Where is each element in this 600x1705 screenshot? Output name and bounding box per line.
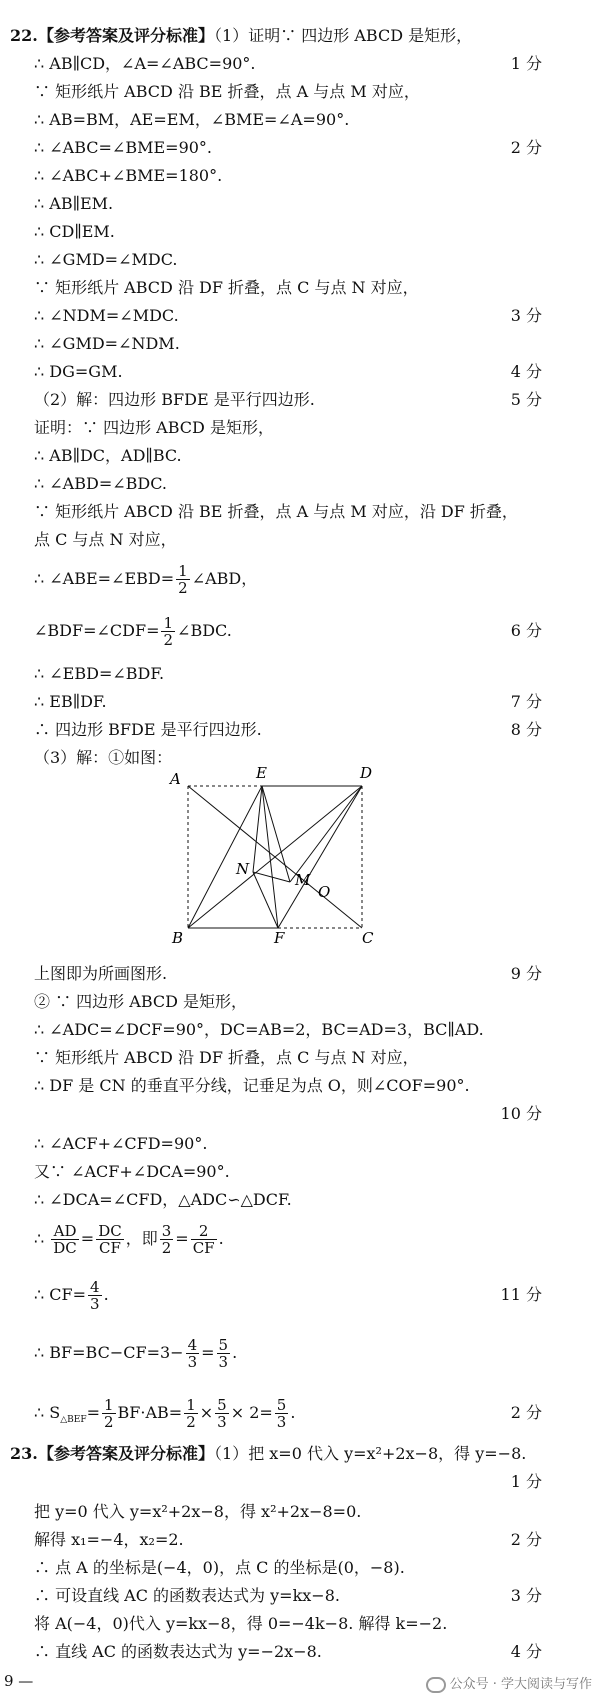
solution-line: ∴ ∠ADC=∠DCF=90°，DC=AB=2，BC=AD=3，BC∥AD. bbox=[34, 1020, 484, 1039]
solution-line: ∠BDF=∠CDF= $\frac{1}{2}$ ∠BDC. 6 分 bbox=[0, 608, 600, 654]
q22-line-1: （1）证明∵ 四边形 ABCD 是矩形， bbox=[214, 26, 473, 45]
solution-line: ∴ AB=BM，AE=EM，∠BME=∠A=90°. bbox=[34, 110, 350, 129]
solution-line: ∵ 矩形纸片 ABCD 沿 BE 折叠，点 A 与点 M 对应， bbox=[34, 82, 420, 101]
solution-line: ∴ 直线 AC 的函数表达式为 y=−2x−8. 4 分 bbox=[0, 1638, 600, 1666]
solution-line: ∴ EB∥DF. 7 分 bbox=[0, 688, 600, 716]
fraction: $\frac{1}{2}$ bbox=[178, 561, 188, 597]
segment-fd bbox=[278, 786, 362, 928]
score: 3 分 bbox=[510, 306, 542, 325]
label-A: A bbox=[170, 770, 181, 788]
solution-line: ∴ ∠GMD=∠MDC. bbox=[34, 250, 178, 269]
fraction: $\frac{3}{2}$ bbox=[161, 1221, 172, 1257]
solution-line: ∴ ∠EBD=∠BDF. bbox=[34, 664, 165, 683]
fraction: $\frac{1}{2}$ bbox=[104, 1395, 114, 1431]
answer-tag: 【参考答案及评分标准】 bbox=[38, 1444, 215, 1463]
solution-line: ∴ ∠GMD=∠NDM. bbox=[34, 334, 180, 353]
fraction: $\frac{4}{3}$ bbox=[187, 1335, 198, 1371]
solution-line: 又∵ ∠ACF+∠DCA=90°. bbox=[34, 1162, 230, 1181]
segment-em bbox=[262, 786, 290, 882]
wechat-icon bbox=[426, 1677, 446, 1693]
solution-line: ∴ 可设直线 AC 的函数表达式为 y=kx−8. 3 分 bbox=[0, 1582, 600, 1610]
score: 1 分 bbox=[510, 1472, 542, 1491]
label-O: O bbox=[318, 883, 331, 901]
solution-line: ∵ 矩形纸片 ABCD 沿 DF 折叠，点 C 与点 N 对应， bbox=[34, 1048, 419, 1067]
solution-line: 证明：∵ 四边形 ABCD 是矩形， bbox=[34, 418, 274, 437]
label-F: F bbox=[274, 929, 285, 945]
fraction: $\frac{AD}{DC}$ bbox=[53, 1221, 77, 1257]
solution-line: ∴ ∠ABD=∠BDC. bbox=[34, 474, 167, 493]
fraction: $\frac{1}{2}$ bbox=[186, 1395, 196, 1431]
question-number: 23. bbox=[10, 1444, 38, 1463]
solution-line: ∴ DG=GM. 4 分 bbox=[0, 358, 600, 386]
solution-line: ∴ ∠ACF+∠CFD=90°. bbox=[34, 1134, 208, 1153]
solution-line: ∵ 矩形纸片 ABCD 沿 DF 折叠，点 C 与点 N 对应， bbox=[34, 278, 419, 297]
score: 11 分 bbox=[500, 1285, 542, 1304]
page-footer bbox=[0, 1672, 600, 1698]
watermark: 公众号 · 学大阅读与写作 bbox=[426, 1673, 592, 1693]
solution-line: ∴ BF=BC−CF=3− $\frac{4}{3}$ = $\frac{5}{3}$ . bbox=[34, 1335, 238, 1371]
label-N: N bbox=[236, 860, 250, 878]
score: 9 分 bbox=[510, 964, 542, 983]
solution-line: ② ∵ 四边形 ABCD 是矩形， bbox=[34, 992, 248, 1011]
segment-en bbox=[253, 786, 262, 872]
solution-line: ∴ ∠ABE=∠EBD= $\frac{1}{2}$ ∠ABD， bbox=[34, 561, 258, 597]
solution-line: ∴ ∠DCA=∠CFD，△ADC∽△DCF. bbox=[34, 1190, 292, 1209]
fraction: $\frac{5}{3}$ bbox=[276, 1395, 287, 1431]
solution-line: ∴ CD∥EM. bbox=[34, 222, 115, 241]
score: 2 分 bbox=[510, 1530, 542, 1549]
solution-line: ∴ AB∥CD，∠A=∠ABC=90°. 1 分 bbox=[0, 50, 600, 78]
solution-line: ∴ DF 是 CN 的垂直平分线，记垂足为点 O，则∠COF=90°. bbox=[34, 1076, 470, 1095]
fraction: $\frac{1}{2}$ bbox=[163, 613, 174, 649]
solution-line: ∴ ∠NDM=∠MDC. 3 分 bbox=[0, 302, 600, 330]
score: 3 分 bbox=[510, 1586, 542, 1605]
score: 4 分 bbox=[510, 362, 542, 381]
fraction: $\frac{DC}{CF}$ bbox=[98, 1221, 122, 1257]
solution-line: ∴ AB∥EM. bbox=[34, 194, 114, 213]
solution-line: 解得 x₁=−4，x₂=2. 2 分 bbox=[0, 1526, 600, 1554]
score: 7 分 bbox=[510, 692, 542, 711]
score: 6 分 bbox=[510, 621, 542, 640]
fraction: $\frac{2}{CF}$ bbox=[192, 1221, 215, 1257]
solution-line bbox=[0, 1100, 600, 1128]
fraction: $\frac{5}{3}$ bbox=[217, 1395, 227, 1431]
label-B: B bbox=[172, 929, 184, 945]
fraction: $\frac{5}{3}$ bbox=[218, 1335, 229, 1371]
segment-nf bbox=[253, 872, 278, 928]
label-D: D bbox=[360, 764, 373, 782]
solution-line: ∴ 四边形 BFDE 是平行四边形. 8 分 bbox=[0, 716, 600, 744]
q23-header bbox=[0, 1440, 600, 1468]
solution-line: （2）解：四边形 BFDE 是平行四边形. 5 分 bbox=[0, 386, 600, 414]
solution-line: 上图即为所画图形. 9 分 bbox=[0, 960, 600, 988]
page-number: 9 — bbox=[4, 1672, 34, 1690]
score: 2 分 bbox=[510, 1403, 542, 1422]
geometry-diagram bbox=[150, 760, 400, 945]
score: 10 分 bbox=[500, 1104, 542, 1123]
solution-line: ∵ 矩形纸片 ABCD 沿 BE 折叠，点 A 与点 M 对应，沿 DF 折叠， bbox=[34, 502, 518, 521]
solution-line: （3）解：①如图： bbox=[34, 748, 173, 767]
score: 1 分 bbox=[510, 54, 542, 73]
q23-line-1: （1）把 x=0 代入 y=x²+2x−8，得 y=−8. bbox=[214, 1444, 527, 1463]
q22-header bbox=[0, 22, 600, 50]
solution-line: 把 y=0 代入 y=x²+2x−8，得 x²+2x−8=0. bbox=[34, 1502, 362, 1521]
solution-line: ∴ $\frac{AD}{DC}$ = $\frac{DC}{CF}$ ，即 $\frac{3}{2}$ = $\frac{2}{CF}$ . bbox=[34, 1221, 224, 1257]
segment-be bbox=[188, 786, 262, 928]
solution-line: ∴ ∠ABC+∠BME=180°. bbox=[34, 166, 223, 185]
segment-md bbox=[290, 786, 362, 882]
solution-line: ∴ CF= $\frac{4}{3}$ . 11 分 bbox=[0, 1272, 600, 1318]
solution-line: 点 C 与点 N 对应， bbox=[34, 530, 177, 549]
answer-tag: 【参考答案及评分标准】 bbox=[38, 26, 215, 45]
solution-line: ∴ $S_{\triangle BEF}=$ $\frac{1}{2}$ BF·AB= $\frac{1}{2}$ × $\frac{5}{3}$ × 2= $\frac{5}{3}$ . 2 分 bbox=[0, 1390, 600, 1436]
fraction: $\frac{4}{3}$ bbox=[90, 1277, 100, 1313]
score: 2 分 bbox=[510, 138, 542, 157]
solution-line: ∴ AB∥DC，AD∥BC. bbox=[34, 446, 182, 465]
score: 8 分 bbox=[510, 720, 542, 739]
question-number: 22. bbox=[10, 26, 38, 45]
score: 5 分 bbox=[510, 390, 542, 409]
label-E: E bbox=[256, 764, 267, 782]
label-M: M bbox=[295, 871, 311, 889]
solution-line: 将 A(−4，0)代入 y=kx−8，得 0=−4k−8. 解得 k=−2. bbox=[34, 1614, 448, 1633]
score: 4 分 bbox=[510, 1642, 542, 1661]
solution-line bbox=[0, 1468, 600, 1496]
solution-line: ∴ ∠ABC=∠BME=90°. 2 分 bbox=[0, 134, 600, 162]
label-C: C bbox=[362, 929, 374, 945]
solution-line: ∴ 点 A 的坐标是(−4，0)，点 C 的坐标是(0，−8). bbox=[34, 1558, 405, 1577]
